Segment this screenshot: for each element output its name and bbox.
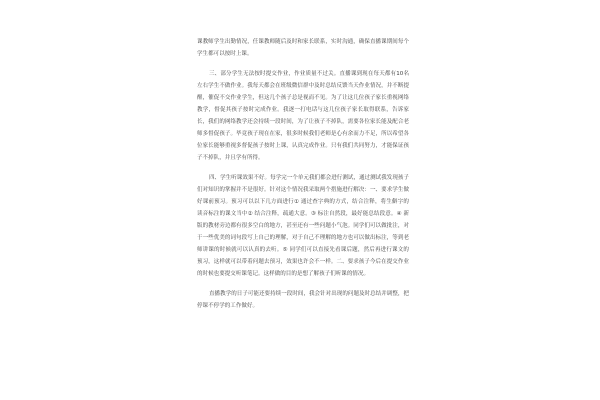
paragraph-conclusion: 直播教学的日子可能还要持续一段时间，我会针对出现的问题及时总结并调整，把停课不停学的工作做好。 [197, 291, 409, 309]
paragraph-attendance-continuation: 课教师学生出勤情况，任课教师随后及时和家长联系，实时沟通，确保直播课期间每个学生都可以按时上课。 [197, 39, 409, 57]
paragraph-homework-issue: 三、部分学生无法按时提交作业，作业质量不过关。直播课到现在每天都有10名左右学生不做作业。我每天都会在班级微信群中及时总结反馈当天作业情况，并不断提醒，催促不交作业学生，但这几个孩子总是视而不见。为了让这几位孩子家长重视网络教学，督促其孩子按时完成作业。我逐一打电话与这几位孩子家长取得联系，告诉家长，我们的网络教学还会持续一段时间，为了让孩子不掉队，需要各位家长能及配合老师多督促孩子。毕竟孩子现在在家，很多时候我们老师是心有余而力不足，所以希望各位家长能够重视多督促孩子按时上课，认真完成作业。只有我们共同努力，才能保证孩子不掉队，并且学有所得。 [197, 71, 409, 161]
paragraph-listening-effect: 四、学生听课效果不好。每学完一个单元我们都会进行测试，通过测试我发现孩子们对知识的掌握并不是很好。针对这个情况我采取两个措施进行解决：一、要求学生做好课前预习。预习可以以下几方面进行① 通过查字典的方式，结合注释，将生僻字的读音标注的课文当中② 结合注释，疏通大意。③ 标注自然段，最好能总结段意。④ 新版的教材旁边都有很多空白的地方，甚至还有一些问题小气泡。同学们可以做批注，对于一些优美的词句段写上自己的理解，对于自己不理解的地方也可以做出标注，等到老师讲课的时候就可以认真的去听。⑤ 同学们可以直接先看课后题，然后再进行课文的预习，这样就可以带着问题去预习，效果也许会不一样。二、要求孩子今后在提交作业的时候也要提交听课笔记。这样做的目的是想了解孩子们听课的情况。 [197, 175, 409, 277]
document-body [197, 36, 409, 320]
